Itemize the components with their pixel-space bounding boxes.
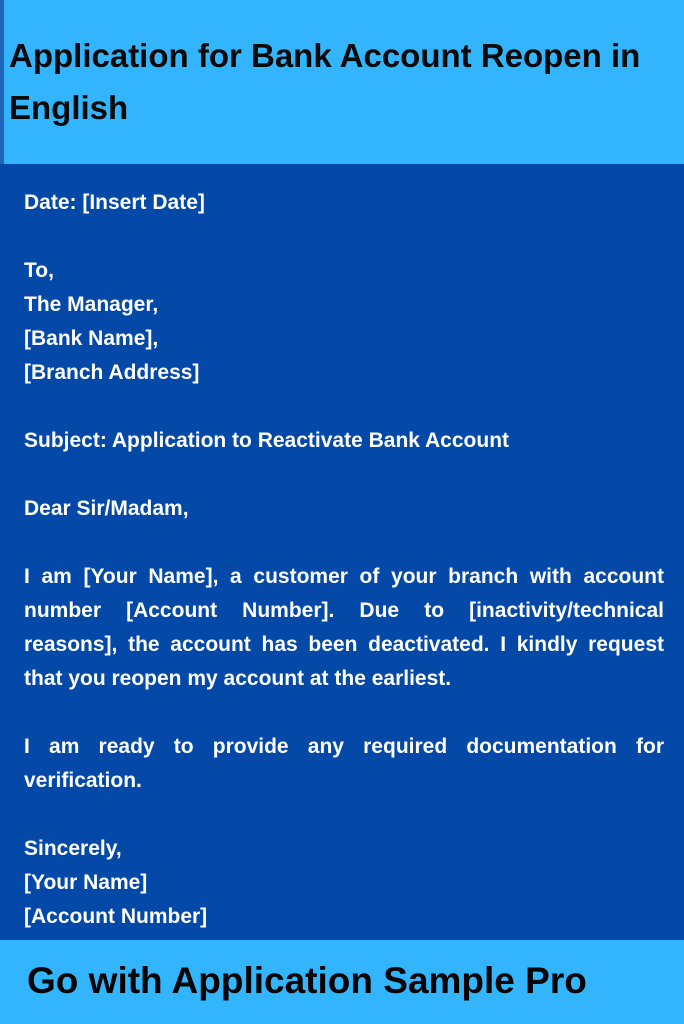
- signature-block: [24, 832, 664, 934]
- recipient-to: To,: [24, 259, 54, 282]
- recipient-branch-address: [Branch Address]: [24, 361, 200, 384]
- letter-subject: Subject: Application to Reactivate Bank Account: [24, 429, 510, 452]
- letter-salutation: Dear Sir/Madam,: [24, 497, 189, 520]
- letter-body: [24, 186, 664, 934]
- letter-panel: [0, 164, 684, 940]
- signature-account: [Account Number]: [24, 905, 208, 928]
- recipient-bank-name: [Bank Name],: [24, 327, 159, 350]
- letter-closing: Sincerely,: [24, 837, 122, 860]
- recipient-block: [24, 254, 664, 390]
- footer-brand: Go with Application Sample Pro: [27, 960, 587, 1001]
- letter-date: Date: [Insert Date]: [24, 191, 205, 214]
- letter-paragraph-1: I am [Your Name], a customer of your branch with account number [Account Number]. Due to [inactivity/technical reasons], the account has been deactivated. I kindly request that you reopen my account at the earliest.: [24, 565, 664, 690]
- signature-name: [Your Name]: [24, 871, 148, 894]
- footer-banner: [0, 940, 684, 1024]
- header-banner: [0, 0, 684, 164]
- page-title: Application for Bank Account Reopen in English: [9, 37, 641, 126]
- letter-paragraph-2: I am ready to provide any required documentation for verification.: [24, 735, 664, 792]
- recipient-title: The Manager,: [24, 293, 159, 316]
